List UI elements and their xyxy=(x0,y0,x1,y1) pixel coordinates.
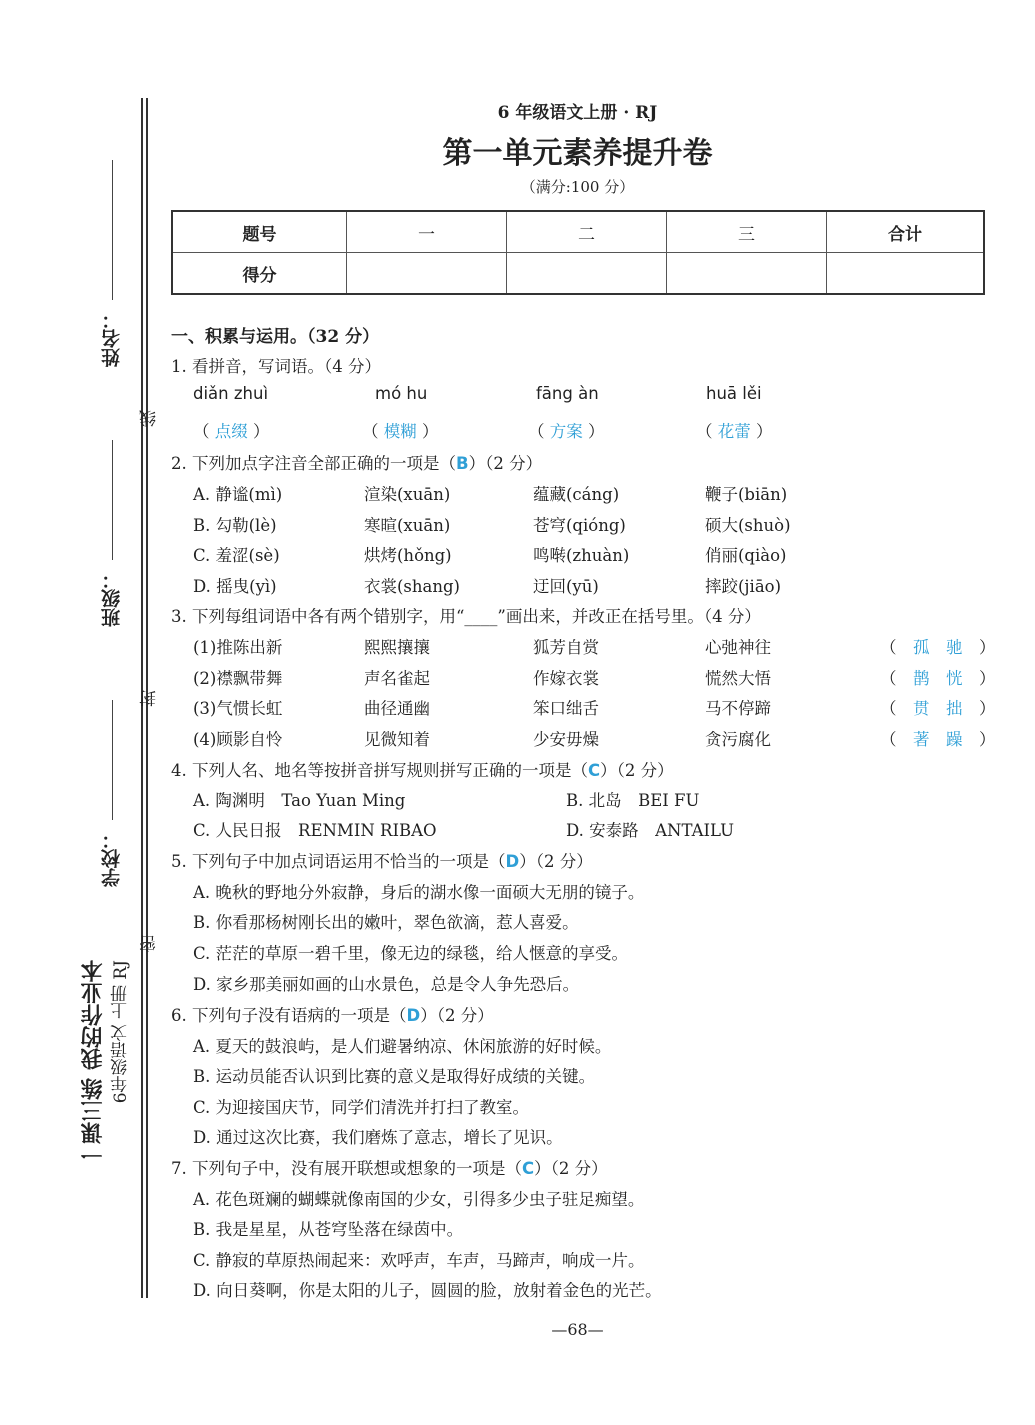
q3-correction: （ 著 躁 ） xyxy=(880,730,996,750)
q3-word: 曲径通幽 xyxy=(364,699,430,719)
q2-option-cell: 寒暄(xuān) xyxy=(364,515,451,535)
q7-option: C. 静寂的草原热闹起来：欢呼声，车声，马蹄声，响成一片。 xyxy=(193,1251,645,1270)
q5-option: A. 晚秋的野地分外寂静，身后的湖水像一面硕大无朋的镜子。 xyxy=(193,883,645,902)
q3-fix-char: 鹊 xyxy=(913,668,930,688)
q3-word: (1)推陈出新 xyxy=(193,638,283,657)
q6-option: B. 运动员能否认识到比赛的意义是取得好成绩的关键。 xyxy=(193,1067,596,1086)
table-cell: 题号 xyxy=(172,211,347,253)
q2-option-cell: 蕴藏(cáng) xyxy=(533,485,620,504)
q3-word: 熙熙攘攘 xyxy=(364,638,430,657)
table-row xyxy=(172,211,984,253)
table-cell: 三 xyxy=(667,211,827,253)
full-score: （满分:100 分） xyxy=(520,178,635,196)
q1-answer: 方案 xyxy=(549,422,583,441)
q3-word: 慌然大悟 xyxy=(705,668,771,688)
q1-answer-box: （ 花蕾 ） xyxy=(696,422,773,441)
q1-pinyin: fāng àn xyxy=(536,384,599,403)
q6-option: D. 通过这次比赛，我们磨炼了意志，增长了见识。 xyxy=(193,1128,563,1147)
q1-answer-box: （ 方案 ） xyxy=(528,422,605,441)
score-cell[interactable] xyxy=(827,253,985,295)
line-mark: 线 xyxy=(140,410,160,427)
q3-fix-char: 驰 xyxy=(946,638,963,657)
subtitle: 6 年级语文上册 · RJ xyxy=(497,103,658,123)
q3-word: 心弛神往 xyxy=(705,638,771,657)
section-heading: 一、积累与运用。（32 分） xyxy=(171,327,380,347)
school-label: 学校： xyxy=(101,830,123,887)
q7-answer: C xyxy=(522,1159,535,1178)
q7-stem-score: ）（2 分） xyxy=(534,1159,608,1178)
brand-subtitle: 6年级语文 上册 RJ xyxy=(111,960,131,1104)
q3-fix-char: 拙 xyxy=(946,699,963,719)
page-number: —68— xyxy=(551,1320,604,1339)
q1-answer: 模糊 xyxy=(383,422,417,441)
q1-answer-box: （ 模糊 ） xyxy=(362,422,439,441)
score-cell[interactable] xyxy=(667,253,827,295)
q3-word: 声名雀起 xyxy=(364,668,430,688)
q2-option-cell: 迂回(yū) xyxy=(533,576,599,596)
q1-answer: 花蕾 xyxy=(717,422,751,441)
q3-correction: （ 孤 驰 ） xyxy=(880,638,996,657)
q4-option: D. 安泰路 ANTAILU xyxy=(566,821,734,840)
q3-word: (3)气惯长虹 xyxy=(193,699,283,719)
q6-stem-score: ）（2 分） xyxy=(420,1006,494,1025)
q7-option: D. 向日葵啊，你是太阳的儿子，圆圆的脸，放射着金色的光芒。 xyxy=(193,1281,662,1300)
q2-option-cell: A. 静谧(mì) xyxy=(193,485,283,504)
q5-option: D. 家乡那美丽如画的山水景色，总是令人争先恐后。 xyxy=(193,975,580,994)
q2-option-cell: C. 羞涩(sè) xyxy=(193,546,280,565)
q3-word: 作嫁衣裳 xyxy=(533,668,599,688)
q3-correction: （ 鹊 恍 ） xyxy=(880,668,996,688)
q2-option-cell: 渲染(xuān) xyxy=(364,485,451,504)
q6-option: A. 夏天的鼓浪屿，是人们避暑纳凉、休闲旅游的好时候。 xyxy=(193,1037,612,1056)
q3-fix-char: 贯 xyxy=(913,699,930,719)
q4-stem-score: ）（2 分） xyxy=(600,761,674,780)
q5-answer: D xyxy=(505,852,520,871)
class-label: 班级： xyxy=(101,570,123,627)
q3-word: 马不停蹄 xyxy=(705,699,771,719)
q3-fix-char: 躁 xyxy=(946,730,963,750)
q3-fix-char: 孤 xyxy=(913,638,930,657)
q4-option: A. 陶渊明 Tao Yuan Ming xyxy=(193,791,406,810)
q2-option-cell: 俏丽(qiào) xyxy=(705,546,787,565)
score-cell[interactable] xyxy=(507,253,667,295)
q1-pinyin: diǎn zhuì xyxy=(193,384,269,403)
q3-correction: （ 贯 拙 ） xyxy=(880,699,996,719)
q6-stem xyxy=(171,1002,494,1026)
q2-option-cell: 鞭子(biān) xyxy=(705,485,788,504)
q7-option: A. 花色斑斓的蝴蝶就像南国的少女，引得多少虫子驻足痴望。 xyxy=(193,1190,645,1209)
q3-word: 少安毋燥 xyxy=(533,730,599,750)
q2-option-cell: 鸣啭(zhuàn) xyxy=(533,546,630,565)
table-cell: 一 xyxy=(347,211,507,253)
q2-option-cell: D. 摇曳(yì) xyxy=(193,576,277,596)
q2-option-cell: B. 勾勒(lè) xyxy=(193,515,277,535)
q1-stem: 1. 看拼音，写词语。（4 分） xyxy=(171,357,381,376)
q2-answer: B xyxy=(456,454,469,473)
secret-mark: 密 xyxy=(140,935,160,952)
q2-stem xyxy=(171,450,542,474)
q6-answer: D xyxy=(406,1006,421,1025)
q6-option: C. 为迎接国庆节，同学们清洗并打扫了教室。 xyxy=(193,1098,530,1117)
q5-stem-score: ）（2 分） xyxy=(519,852,593,871)
q3-word: (4)顾影自怜 xyxy=(193,730,283,750)
q3-word: 狐芳自赏 xyxy=(533,638,599,657)
q4-option: B. 北岛 BEI FU xyxy=(566,791,700,810)
score-cell[interactable] xyxy=(347,253,507,295)
q7-option: B. 我是星星，从苍穹坠落在绿茵中。 xyxy=(193,1220,464,1239)
table-cell: 二 xyxy=(507,211,667,253)
seal-mark: 封 xyxy=(140,690,160,707)
q3-fix-char: 恍 xyxy=(946,668,963,688)
q3-word: 贪污腐化 xyxy=(705,730,771,750)
q3-word: (2)襟飘带舞 xyxy=(193,668,283,688)
q2-stem-text: 2. 下列加点字注音全部正确的一项是（ xyxy=(171,454,456,473)
q5-stem xyxy=(171,848,593,872)
q5-option: B. 你看那杨树刚长出的嫩叶，翠色欲滴，惹人喜爱。 xyxy=(193,913,579,932)
q2-option-cell: 衣裳(shang) xyxy=(364,576,460,596)
q7-stem-text: 7. 下列句子中，没有展开联想或想象的一项是（ xyxy=(171,1159,522,1178)
q3-fix-char: 著 xyxy=(913,730,930,750)
class-blank xyxy=(112,440,113,560)
q4-stem-text: 4. 下列人名、地名等按拼音拼写规则拼写正确的一项是（ xyxy=(171,761,588,780)
q3-stem: 3. 下列每组词语中各有两个错别字，用“____”画出来，并改正在括号里。（4 分） xyxy=(171,607,761,626)
score-table xyxy=(171,210,985,295)
q1-answer: 点缀 xyxy=(214,422,248,441)
brand-logo: 一课三练 我的作业本 xyxy=(81,960,106,1166)
q2-option-cell: 硕大(shuò) xyxy=(705,515,791,535)
q5-stem-text: 5. 下列句子中加点词语运用不恰当的一项是（ xyxy=(171,852,506,871)
school-blank xyxy=(112,700,113,820)
table-cell: 合计 xyxy=(827,211,985,253)
q6-stem-text: 6. 下列句子没有语病的一项是（ xyxy=(171,1006,407,1025)
table-cell: 得分 xyxy=(172,253,347,295)
q2-option-cell: 摔跤(jiāo) xyxy=(705,576,782,596)
q4-option: C. 人民日报 RENMIN RIBAO xyxy=(193,821,437,840)
q5-option: C. 茫茫的草原一碧千里，像无边的绿毯，给人惬意的享受。 xyxy=(193,944,629,963)
q4-answer: C xyxy=(588,761,601,780)
q3-word: 见微知着 xyxy=(364,730,430,750)
page-title: 第一单元素养提升卷 xyxy=(442,136,713,171)
q3-word: 笨口绌舌 xyxy=(533,699,599,719)
q7-stem xyxy=(171,1155,608,1179)
q2-option-cell: 烘烤(hǒng) xyxy=(364,546,452,565)
q1-answer-box: （ 点缀 ） xyxy=(193,422,270,441)
q2-option-cell: 苍穹(qióng) xyxy=(533,515,626,535)
q1-pinyin: huā lěi xyxy=(706,384,762,403)
q1-pinyin: mó hu xyxy=(375,384,428,403)
q4-stem xyxy=(171,757,674,781)
q2-stem-score: ）（2 分） xyxy=(468,454,543,473)
table-row xyxy=(172,253,984,295)
name-label: 姓名： xyxy=(101,310,123,367)
